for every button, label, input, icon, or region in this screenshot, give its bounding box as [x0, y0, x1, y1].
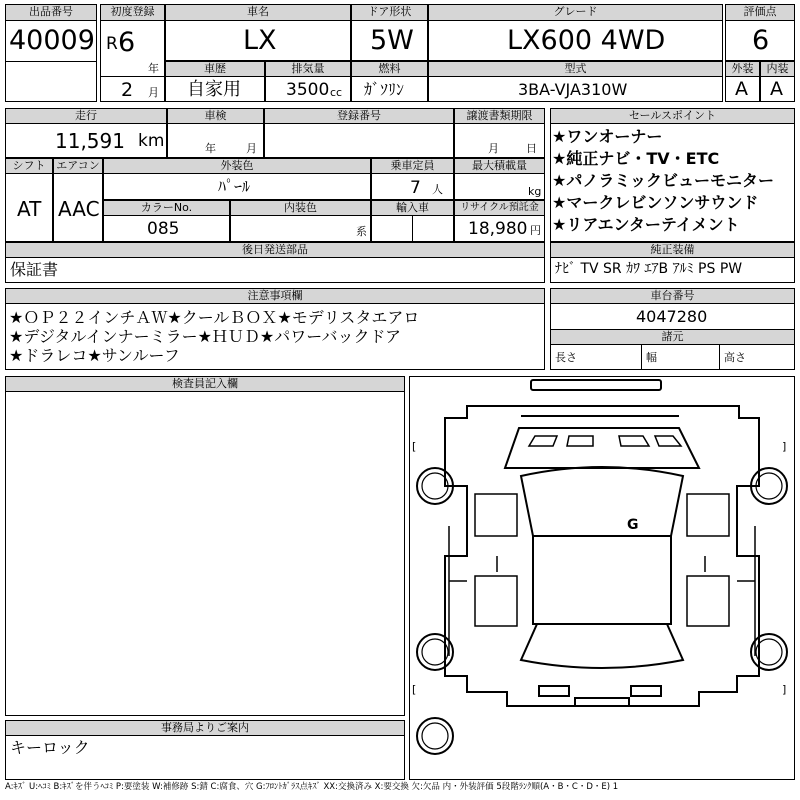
sales-points-label: セールスポイント — [550, 108, 795, 124]
inspection-year-unit: 年 — [205, 142, 216, 155]
displacement-label: 排気量 — [265, 61, 351, 77]
bracket-right: ] — [782, 440, 787, 453]
bracket-right: ] — [782, 683, 787, 696]
int-color-label: 内装色 — [230, 200, 371, 216]
car-name: LX — [243, 25, 277, 56]
lot-number: 40009 — [9, 25, 95, 56]
sales-point-item: ★マークレビンソンサウンド — [552, 193, 759, 212]
ac-label: エアコン — [53, 158, 103, 174]
ac: AAC — [58, 197, 100, 221]
note-line: ★デジタルインナーミラー★ＨＵＤ★パワーバックドア — [9, 327, 401, 346]
color-no-label: カラーNo. — [103, 200, 230, 216]
divider — [719, 345, 720, 370]
inspector-label: 検査員記入欄 — [5, 376, 405, 392]
model-code: 3BA-VJA310W — [518, 80, 628, 99]
chassis-label: 車台番号 — [550, 288, 795, 304]
first-registration-label: 初度登録 — [100, 4, 165, 21]
capacity-label: 乗車定員 — [371, 158, 454, 174]
length-label: 長さ — [555, 351, 577, 364]
inspection-label: 車検 — [167, 108, 264, 124]
bracket-left: [ — [412, 440, 417, 453]
divider — [100, 76, 165, 77]
inspector-panel — [5, 376, 405, 716]
transfer-label: 譲渡書類期限 — [454, 108, 545, 124]
recycle-unit: 円 — [530, 224, 541, 237]
recycle-amount: 18,980 — [468, 219, 528, 239]
equipment: ﾅﾋﾞ TV SR ｶﾜ ｴｱB ｱﾙﾐ PS PW — [555, 261, 743, 277]
mileage: 11,591 — [55, 129, 125, 153]
inspection-month-unit: 月 — [246, 142, 257, 155]
door-label: ドア形状 — [351, 4, 428, 21]
mileage-label: 走行 — [5, 108, 167, 124]
grade-label: グレード — [428, 4, 723, 21]
divider — [5, 61, 97, 62]
note-line: ★ＯＰ２２インチＡＷ★クールＢＯＸ★モデリスタエアロ — [9, 308, 420, 327]
history-label: 車歴 — [165, 61, 265, 77]
equipment-label: 純正装備 — [550, 242, 795, 258]
dims-label: 諸元 — [550, 329, 795, 345]
shift-label: シフト — [5, 158, 53, 174]
chassis-number: 4047280 — [636, 307, 708, 326]
ext-color: ﾊﾟｰﾙ — [218, 177, 251, 196]
mileage-unit: km — [138, 131, 165, 151]
color-no: 085 — [147, 219, 180, 239]
sales-point-item: ★純正ナビ・TV・ETC — [552, 149, 720, 168]
fuel: ｶﾞｿﾘﾝ — [364, 80, 405, 99]
displacement-unit: cc — [330, 86, 343, 99]
model-label: 型式 — [428, 61, 723, 77]
divider — [412, 216, 413, 242]
shift: AT — [17, 197, 42, 221]
sales-point-item: ★リアエンターテイメント — [552, 215, 740, 234]
transfer-day-unit: 日 — [526, 142, 537, 155]
front-glass-mark: G — [627, 517, 639, 533]
notes-label: 注意事項欄 — [5, 288, 545, 304]
lot-number-label: 出品番号 — [5, 4, 97, 21]
capacity: 7 — [410, 178, 421, 198]
reg-number-label: 登録番号 — [264, 108, 454, 124]
fuel-label: 燃料 — [351, 61, 428, 77]
exterior-label: 外装 — [725, 61, 760, 77]
score-label: 評価点 — [725, 4, 795, 21]
interior-label: 内装 — [760, 61, 795, 77]
width-label: 幅 — [646, 351, 657, 364]
sales-point-item: ★パノラミックビューモニター — [552, 171, 775, 190]
office-label: 事務局よりご案内 — [5, 720, 405, 736]
grade: LX600 4WD — [507, 25, 666, 56]
legend: A:ｷｽﾞ U:ﾍｺﾐ B:ｷｽﾞを伴うﾍｺﾐ P:要塗装 W:補修跡 S:錆 C:腐食、穴 G:ﾌﾛﾝﾄｶﾞﾗｽ点ｷｽﾞ XX:交換済み X:要交換 欠:欠品 内・外装評価 5段階ﾗﾝｸ順(A・B・C・D・E) 1 — [5, 782, 619, 792]
divider — [641, 345, 642, 370]
era-year: 6 — [118, 27, 136, 58]
ext-color-label: 外装色 — [103, 158, 371, 174]
history: 自家用 — [187, 79, 241, 100]
max-load-label: 最大積載量 — [454, 158, 545, 174]
sales-point-item: ★ワンオーナー — [552, 127, 663, 146]
office-note: キーロック — [10, 738, 90, 757]
later-parts-label: 後日発送部品 — [5, 242, 545, 258]
int-color-suffix: 系 — [356, 225, 367, 238]
later-parts: 保証書 — [10, 260, 59, 279]
reg-month: 2 — [121, 79, 134, 101]
month-unit: 月 — [148, 86, 159, 99]
year-unit: 年 — [148, 62, 159, 75]
car-name-label: 車名 — [165, 4, 351, 21]
car-diagram — [409, 376, 795, 780]
recycle-label: リサイクル預託金 — [454, 200, 545, 216]
displacement: 3500 — [286, 80, 330, 100]
bracket-left: [ — [412, 683, 417, 696]
import-label: 輸入車 — [371, 200, 454, 216]
max-load-unit: kg — [528, 185, 542, 198]
note-line: ★ドラレコ★サンルーフ — [9, 346, 180, 365]
height-label: 高さ — [724, 351, 746, 364]
exterior-grade: A — [735, 78, 748, 100]
door-type: 5W — [370, 25, 414, 56]
score: 6 — [752, 25, 770, 56]
era-prefix: R — [106, 34, 118, 54]
capacity-unit: 人 — [432, 183, 443, 196]
interior-grade: A — [770, 78, 783, 100]
transfer-month-unit: 月 — [488, 142, 499, 155]
